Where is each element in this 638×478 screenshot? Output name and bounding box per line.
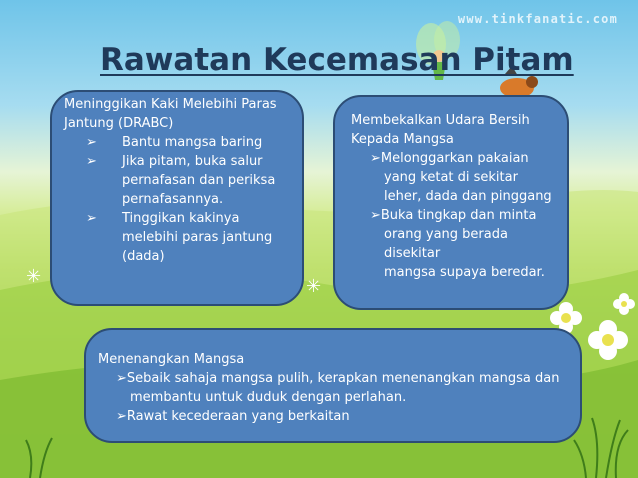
drabc-panel [50, 90, 304, 306]
sparkle-icon: ✳ [26, 266, 42, 287]
list-item: ➢ Bantu mangsa baring [86, 135, 263, 150]
list-item: ➢Rawat kecederaan yang berkaitan [116, 409, 350, 424]
watermark: www.tinkfanatic.com [457, 12, 618, 26]
arrow-bullet-icon: ➢ [86, 135, 97, 150]
list-item: ➢Buka tingkap dan minta orang yang berada disekitar mangsa supaya beredar. [370, 208, 545, 280]
panel-heading: Meninggikan Kaki Melebihi Paras Jantung (DRABC) [64, 97, 277, 131]
panel-heading: Menenangkan Mangsa [98, 352, 245, 367]
drabc-list [66, 133, 302, 266]
arrow-bullet-icon: ➢ [86, 211, 97, 226]
arrow-bullet-icon: ➢ [86, 154, 97, 169]
list-item: ➢Sebaik sahaja mangsa pulih, kerapkan menenangkan mangsa dan membantu untuk duduk dengan perlahan. [116, 371, 560, 405]
list-item: ➢ Jika pitam, buka salur pernafasan dan periksa pernafasannya. [86, 154, 276, 207]
fresh-air-panel [333, 95, 569, 310]
list-item: ➢ Tinggikan kakinya melebihi paras jantung (dada) [86, 211, 273, 264]
list-item: ➢Melonggarkan pakaian yang ketat di sekitar leher, dada dan pinggang [370, 151, 552, 204]
slide-title: Rawatan Kecemasan Pitam [100, 42, 574, 78]
panel-heading: Membekalkan Udara Bersih Kepada Mangsa [351, 113, 530, 147]
calm-victim-panel [84, 328, 582, 443]
sparkle-icon: ✳ [306, 276, 322, 297]
